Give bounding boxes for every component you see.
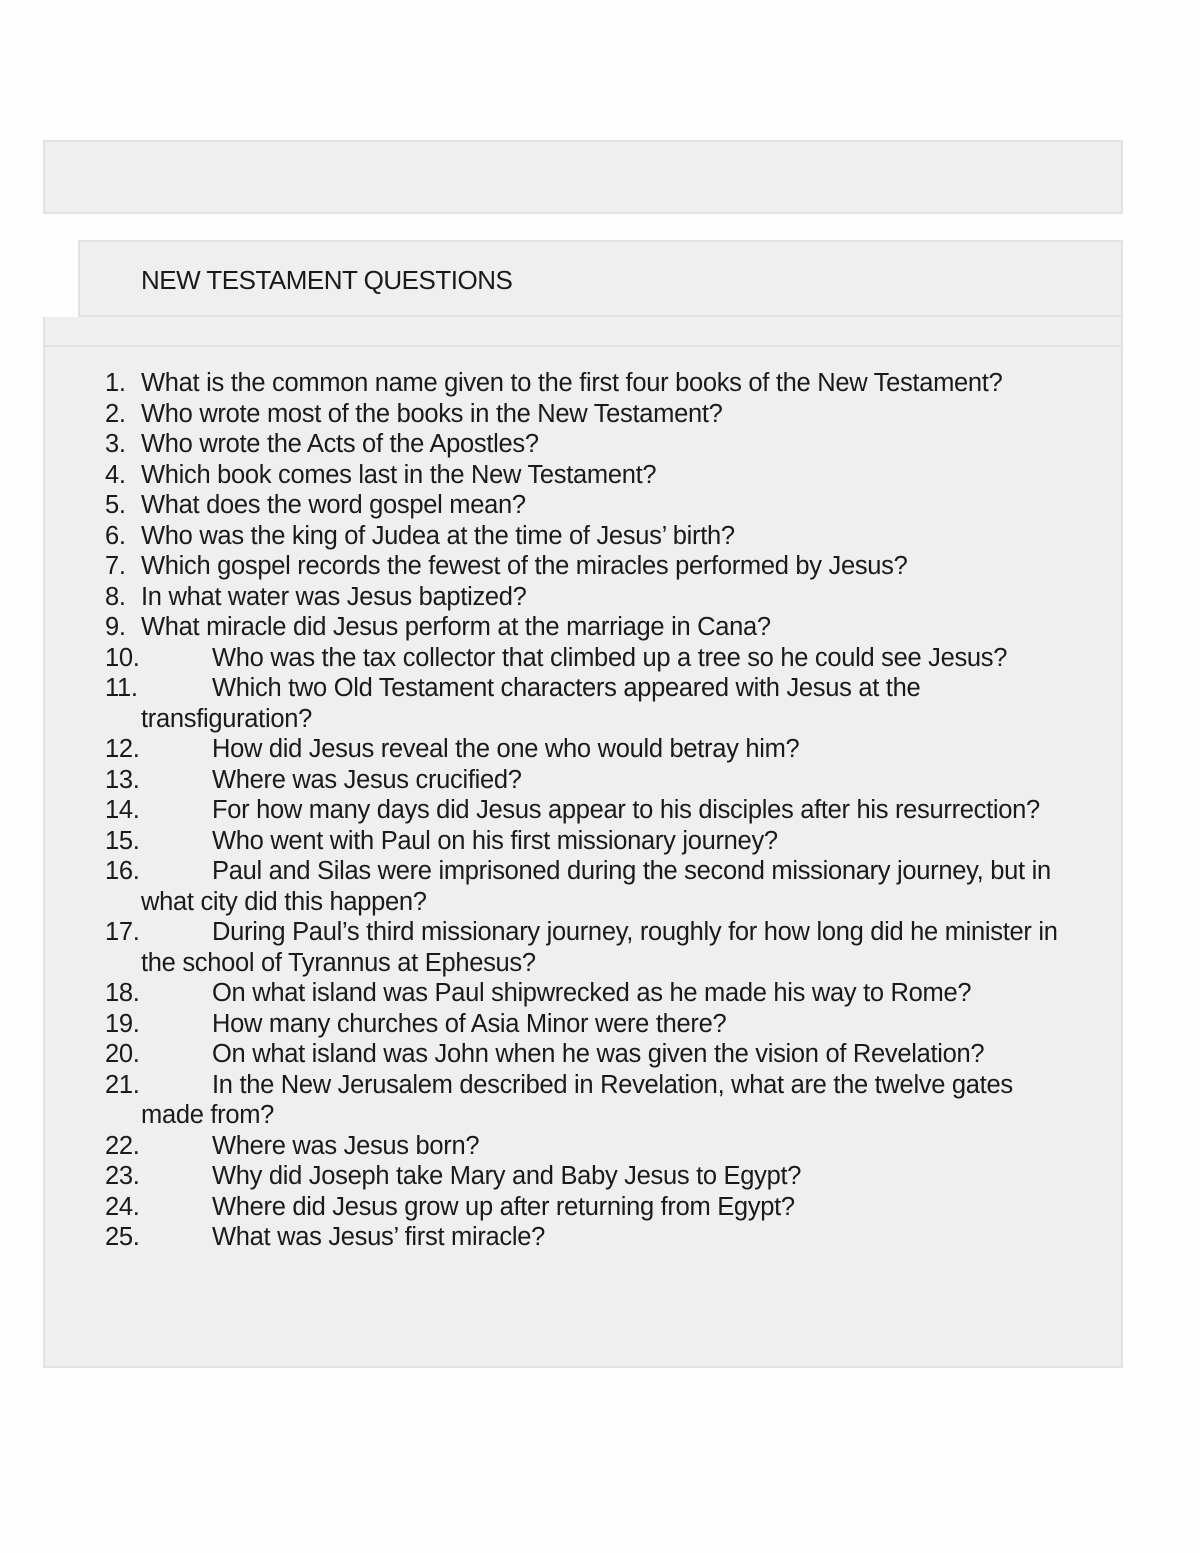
page-title: NEW TESTAMENT QUESTIONS <box>141 265 513 295</box>
list-item <box>0 551 1200 582</box>
question-text: Where was Jesus born? <box>212 1131 480 1160</box>
question-number: 15. <box>105 826 140 855</box>
list-item <box>0 795 1200 826</box>
question-number: 13. <box>105 765 140 794</box>
question-text: What was Jesus’ first miracle? <box>212 1223 545 1251</box>
question-text: For how many days did Jesus appear to his disciples after his resurrection? <box>212 796 1040 824</box>
question-text: Who was the tax collector that climbed up a tree so he could see Jesus? <box>212 643 1008 672</box>
question-number: 5. <box>105 491 126 519</box>
list-item <box>0 521 1200 552</box>
list-item <box>0 1009 1200 1040</box>
question-number: 16. <box>105 857 140 885</box>
question-text: Why did Joseph take Mary and Baby Jesus to Egypt? <box>212 1162 802 1190</box>
question-number: 19. <box>105 1009 140 1038</box>
list-item <box>0 856 1200 917</box>
question-text: In the New Jerusalem described in Revelation, what are the twelve gates made from? <box>141 1070 1013 1129</box>
question-number: 7. <box>105 552 126 580</box>
list-item <box>0 1131 1200 1162</box>
list-item <box>0 612 1200 643</box>
question-text: Which two Old Testament characters appeared with Jesus at the transfiguration? <box>141 674 921 733</box>
question-number: 12. <box>105 735 140 763</box>
question-number: 4. <box>105 460 126 489</box>
question-number: 14. <box>105 796 140 824</box>
list-item <box>0 399 1200 430</box>
question-number: 1. <box>105 369 126 397</box>
header-box <box>43 140 1123 214</box>
question-number: 23. <box>105 1162 140 1190</box>
question-text: Who was the king of Judea at the time of Jesus’ birth? <box>141 521 735 550</box>
list-item <box>0 582 1200 613</box>
question-text: Who wrote the Acts of the Apostles? <box>141 430 539 458</box>
question-number: 21. <box>105 1070 140 1099</box>
question-text: Who wrote most of the books in the New Testament? <box>141 399 723 428</box>
question-number: 6. <box>105 521 126 550</box>
question-text: What miracle did Jesus perform at the marriage in Cana? <box>141 613 771 641</box>
question-text: Where was Jesus crucified? <box>212 765 522 794</box>
question-number: 2. <box>105 399 126 428</box>
question-text: What is the common name given to the first four books of the New Testament? <box>141 369 1003 397</box>
question-text: Which gospel records the fewest of the miracles performed by Jesus? <box>141 552 908 580</box>
question-text: On what island was John when he was given the vision of Revelation? <box>212 1040 985 1068</box>
list-item <box>0 490 1200 521</box>
question-number: 24. <box>105 1192 140 1221</box>
separator-strip <box>43 317 1123 345</box>
question-number: 22. <box>105 1131 140 1160</box>
question-number: 9. <box>105 613 126 641</box>
question-number: 20. <box>105 1040 140 1068</box>
question-text: Where did Jesus grow up after returning from Egypt? <box>212 1192 795 1221</box>
question-text: During Paul’s third missionary journey, roughly for how long did he minister in the school of Tyrannus at Ephesus? <box>141 918 1058 977</box>
question-number: 3. <box>105 430 126 458</box>
question-text: How did Jesus reveal the one who would betray him? <box>212 735 800 763</box>
question-number: 17. <box>105 918 140 946</box>
question-text: Paul and Silas were imprisoned during the second missionary journey, but in what city did this happen? <box>141 857 1051 916</box>
question-list <box>0 368 1200 1253</box>
list-item <box>0 368 1200 399</box>
question-text: On what island was Paul shipwrecked as he made his way to Rome? <box>212 979 972 1007</box>
list-item <box>0 460 1200 491</box>
question-number: 25. <box>105 1223 140 1251</box>
question-text: How many churches of Asia Minor were there? <box>212 1009 727 1038</box>
list-item <box>0 429 1200 460</box>
list-item <box>0 826 1200 857</box>
question-number: 18. <box>105 979 140 1007</box>
list-item <box>0 917 1200 978</box>
list-item <box>0 1222 1200 1253</box>
question-number: 8. <box>105 582 126 611</box>
question-number: 10. <box>105 643 140 672</box>
question-text: What does the word gospel mean? <box>141 491 526 519</box>
list-item <box>0 734 1200 765</box>
question-number: 11. <box>105 674 138 702</box>
list-item <box>0 978 1200 1009</box>
list-item <box>0 673 1200 734</box>
question-text: In what water was Jesus baptized? <box>141 582 527 611</box>
question-text: Which book comes last in the New Testament? <box>141 460 657 489</box>
list-item <box>0 1039 1200 1070</box>
list-item <box>0 1161 1200 1192</box>
list-item <box>0 643 1200 674</box>
list-item <box>0 765 1200 796</box>
list-item <box>0 1070 1200 1131</box>
question-text: Who went with Paul on his first missionary journey? <box>212 826 778 855</box>
list-item <box>0 1192 1200 1223</box>
